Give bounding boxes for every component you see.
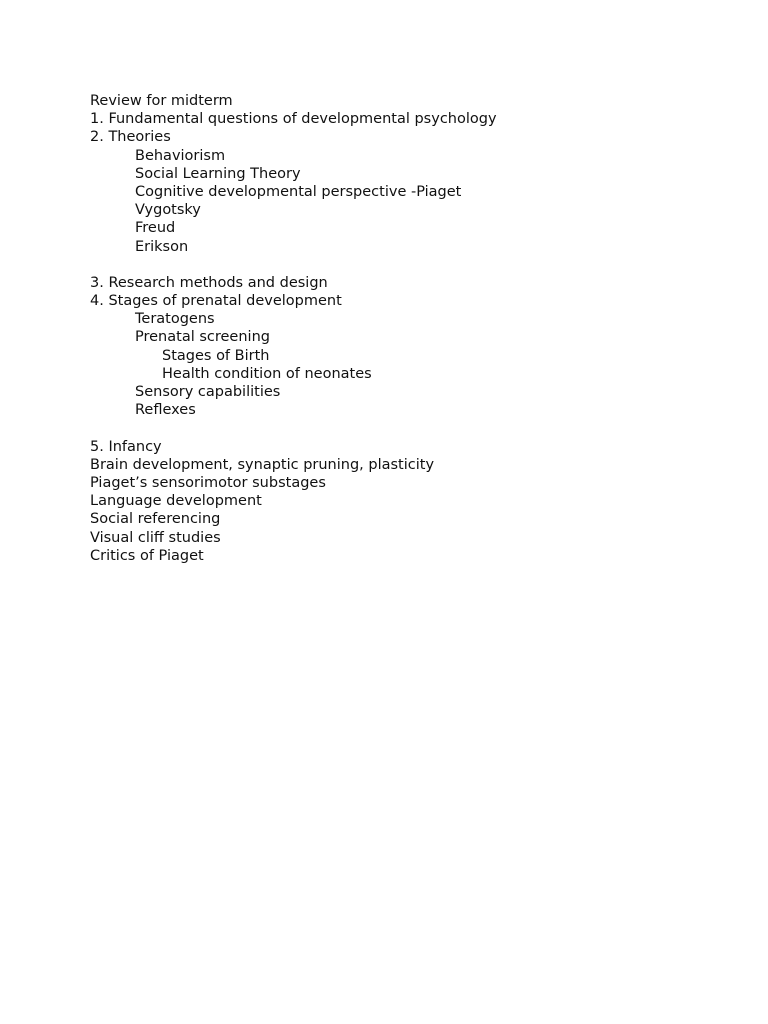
list-item: Piaget’s sensorimotor substages (90, 474, 326, 491)
sub-list-item: Sensory capabilities (135, 384, 281, 400)
list-item: 2. Theories (90, 129, 171, 146)
sub-list-item: Cognitive developmental perspective -Piaget (135, 183, 462, 200)
list-item: 3. Research methods and design (90, 274, 328, 291)
sub-list-item: Behaviorism (135, 147, 226, 164)
list-item: Visual cliff studies (90, 529, 221, 546)
sub-list-item: Freud (135, 220, 176, 237)
sub-list-item: Vygotsky (135, 202, 201, 219)
sub-list-item: Social Learning Theory (135, 165, 301, 182)
document-body (90, 92, 710, 565)
sub-list-item: Erikson (135, 238, 189, 255)
list-item: 4. Stages of prenatal development (90, 293, 342, 310)
list-item: Language development (90, 493, 262, 510)
sub-list-item: Teratogens (135, 311, 215, 328)
list-item: 1. Fundamental questions of developmental psychology (90, 111, 497, 128)
blank-line (90, 419, 710, 437)
sub-list-item: Reflexes (135, 402, 196, 419)
sub-sub-list-item: Health condition of neonates (162, 365, 372, 382)
sub-list-item: Prenatal screening (135, 329, 270, 346)
list-item: Critics of Piaget (90, 547, 204, 564)
sub-sub-list-item: Stages of Birth (162, 347, 270, 364)
blank-line (90, 256, 710, 274)
document-title: Review for midterm (90, 93, 233, 109)
list-item: Social referencing (90, 511, 221, 528)
list-item: 5. Infancy (90, 438, 162, 455)
list-item: Brain development, synaptic pruning, plasticity (90, 456, 435, 473)
